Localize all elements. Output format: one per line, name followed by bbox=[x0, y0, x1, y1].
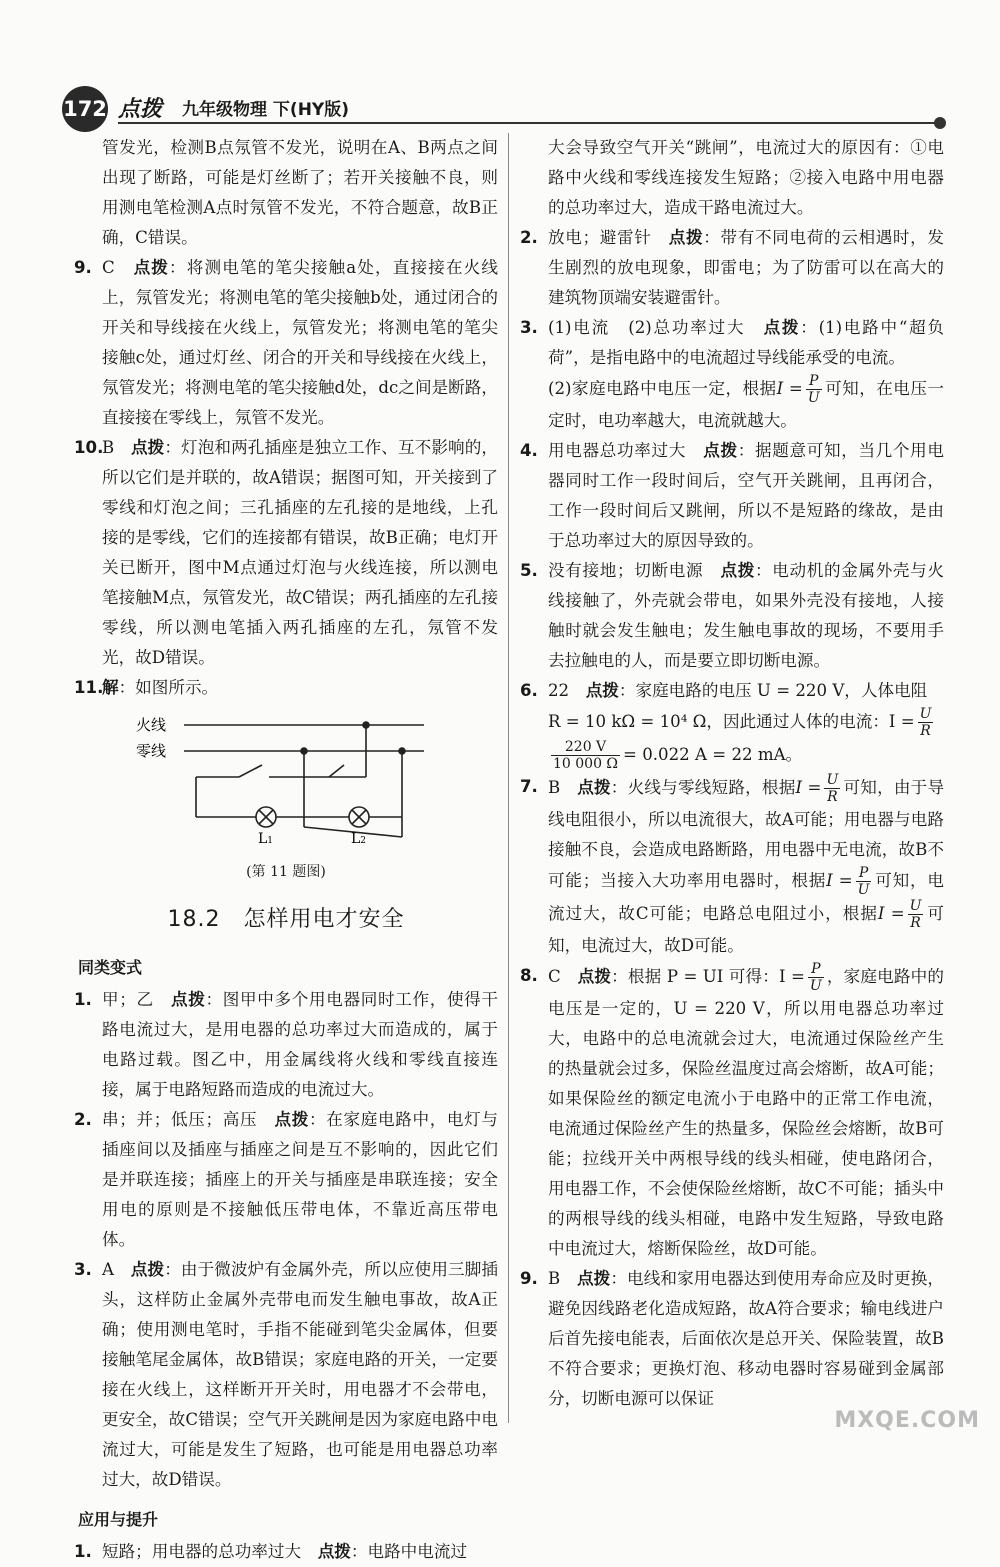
watermark: MXQE.COM bbox=[834, 1408, 980, 1433]
continued-text-right: 大会导致空气开关“跳闸”，电流过大的原因有：①电路中火线和零线连接发生短路；②接入电路中用电器的总功率过大，造成干路电流过大。 bbox=[548, 138, 944, 217]
apply-item-3: 3. (1)电流 (2)总功率过大 点拨：(1)电路中“超负荷”，是指电路中的电流超过导线能承受的电流。 (2)家庭电路中电压一定，根据I = $\frac{P}{U}$ 可知，在电压一定时，电功率越大，电流就越大。 bbox=[520, 318, 945, 430]
brand-logo: 点拨 bbox=[118, 96, 163, 122]
subsection-title-2: 应用与提升 bbox=[78, 1510, 159, 1529]
apply-item-1: 1. 短路；用电器的总功率过大 点拨：电路中电流过 bbox=[74, 1542, 468, 1561]
apply-item-4: 4. 用电器总功率过大 点拨：据题意可知，当几个用电器同时工作一段时间后，空气开关跳闸，且再闭合，工作一段时间后又跳闸，所以不是短路的缘故，是由于总功率过大的原因导致的。 bbox=[520, 441, 945, 550]
lamp-l2-label: L2 bbox=[351, 831, 367, 845]
subsection-title-1: 同类变式 bbox=[78, 958, 143, 977]
formula-fraction: $\frac{U}{R}$ bbox=[919, 706, 932, 739]
formula-fraction: $\frac{U}{R}$ bbox=[826, 772, 839, 805]
apply-item-7: 7. B 点拨：火线与零线短路，根据I = $\frac{U}{R}$ 可知，由于导线电阻很小，所以电流很大，故A可能；用电器与电路接触不良，会造成电路断路，用电器中无电流，故B不可能；当接入大功率用电器时，根据I = $\frac{P}{U}$ 可知，电流过大，故C可能；电路总电阻过小，根据I = $\frac{U}{R}$ 可知，电流过大，故D可能。 bbox=[520, 772, 945, 955]
book-subject: 九年级物理 下(HY版) bbox=[182, 100, 349, 120]
formula-fraction: $\frac{P}{U}$ bbox=[857, 865, 870, 898]
column-divider bbox=[508, 133, 509, 1423]
page-number: 172 bbox=[62, 86, 108, 132]
answer-item-11: 11. 解：如图所示。 bbox=[74, 678, 219, 697]
lamp-l1-label: L1 bbox=[258, 831, 274, 845]
apply-item-8: 8. C 点拨：根据 P = UI 可得：I = $\frac{P}{U}$ ，家庭电路中的电压是一定的，U = 220 V，所以用电器总功率过大，电路中的总电流就会过大，电流通过保险丝产生的热量就会过多，保险丝温度过高会熔断，故A可能；如果保险丝的额定电流小于电路中的正常工作电流，电流通过保险丝产生的热量多，保险丝会熔断，故B可能；拉线开关中两根导线的线头相碰，使电路闭合，用电器工作，不会使保险丝熔断，故C不可能；插头中的两根导线的线头相碰，电路中发生短路，导致电路中电流过大，熔断保险丝，故D可能。 bbox=[520, 961, 945, 1258]
apply-item-9: 9. B 点拨：电线和家用电器达到使用寿命应及时更换，避免因线路老化造成短路，故A符合要求；输电线进户后首先接电能表，后面依次是总开关、保险装置，故B不符合要求；更换灯泡、移动电器时容易碰到金属部分，切断电源可以保证 bbox=[520, 1269, 945, 1408]
circuit-diagram bbox=[134, 707, 434, 845]
variant-item-1: 1. 甲；乙 点拨：图甲中多个用电器同时工作，使得干路电流过大，是用电器的总功率过大而造成的，属于电路过载。图乙中，用金属线将火线和零线直接连接，属于电路短路而造成的电流过大。 bbox=[74, 990, 499, 1099]
figure-caption: (第 11 题图) bbox=[246, 864, 326, 880]
live-wire-label: 火线 bbox=[136, 716, 167, 734]
page-header bbox=[62, 86, 942, 126]
neutral-wire-label: 零线 bbox=[136, 742, 167, 760]
answer-item-9: 9. C 点拨：将测电笔的笔尖接触a处，直接接在火线上，氖管发光；将测电笔的笔尖接触b处，通过闭合的开关和导线接在火线上，氖管发光；将测电笔的笔尖接触c处，通过灯丝、闭合的开关和导线接在火线上，氖管发光；将测电笔的笔尖接触d处，dc之间是断路，直接接在零线上，氖管不发光。 bbox=[74, 258, 498, 427]
right-column bbox=[520, 133, 944, 1414]
variant-item-3: 3. A 点拨：由于微波炉有金属外壳，所以应使用三脚插头，这样防止金属外壳带电而发生触电事故，故A正确；使用测电笔时，手指不能碰到笔尖金属体，但要接触笔尾金属体，故B错误；家庭电路的开关，一定要接在火线上，这样断开开关时，用电器才不会带电，更安全，故C错误；空气开关跳闸是因为家庭电路中电流过大，可能是发生了短路，也可能是用电器总功率过大，故D错误。 bbox=[74, 1260, 499, 1489]
apply-item-5: 5. 没有接地；切断电源 点拨：电动机的金属外壳与火线接触了，外壳就会带电，如果外壳没有接地，人接触时就会发生触电；发生触电事故的现场，不要用手去拉触电的人，而是要立即切断电源。 bbox=[520, 561, 945, 670]
continued-text: 管发光，检测B点氖管不发光，说明在A、B两点之间出现了断路，可能是灯丝断了；若开关接触不良，则用测电笔检测A点时氖管不发光，不符合题意，故B正确，C错误。 bbox=[102, 138, 498, 247]
formula-fraction: $\frac{P}{U}$ bbox=[809, 961, 822, 994]
variant-item-2: 2. 串；并；低压；高压 点拨：在家庭电路中，电灯与插座间以及插座与插座之间是互不影响的，因此它们是并联连接；插座上的开关与插座是串联连接；安全用电的原则是不接触低压带电体，不靠近高压带电体。 bbox=[74, 1110, 499, 1249]
formula-fraction: $\frac{U}{R}$ bbox=[909, 898, 922, 931]
apply-item-6: 6. 22 点拨：家庭电路的电压 U = 220 V，人体电阻 R = 10 kΩ = 10⁴ Ω，因此通过人体的电流：I = $\frac{U}{R}$ $\frac{220 V}{10 000 \Omega}$ = 0.022 A = 22 mA。 bbox=[520, 681, 932, 772]
formula-fraction: $\frac{220 V}{10 000 \Omega}$ bbox=[553, 739, 619, 772]
header-rule-dot bbox=[934, 117, 946, 129]
section-title: 18.2 怎样用电才安全 bbox=[167, 907, 405, 932]
apply-item-2: 2. 放电；避雷针 点拨：带有不同电荷的云相遇时，发生剧烈的放电现象，即雷电；为了防雷可以在高大的建筑物顶端安装避雷针。 bbox=[520, 228, 945, 307]
formula-fraction: $\frac{P}{U}$ bbox=[807, 373, 820, 406]
answer-item-10: 10. B 点拨：灯泡和两孔插座是独立工作、互不影响的，所以它们是并联的，故A错误；据图可知，开关接到了零线和灯泡之间；三孔插座的左孔接的是地线，上孔接的是零线，它们的连接都有错误，故B正确；电灯开关已断开，图中M点通过灯泡与火线连接，所以测电笔接触M点，氖管发光，故C错误；两孔插座的左孔接零线，所以测电笔插入两孔插座的左孔，氖管不发光，故D错误。 bbox=[74, 438, 499, 667]
left-column bbox=[74, 133, 498, 1567]
header-rule bbox=[118, 122, 942, 124]
